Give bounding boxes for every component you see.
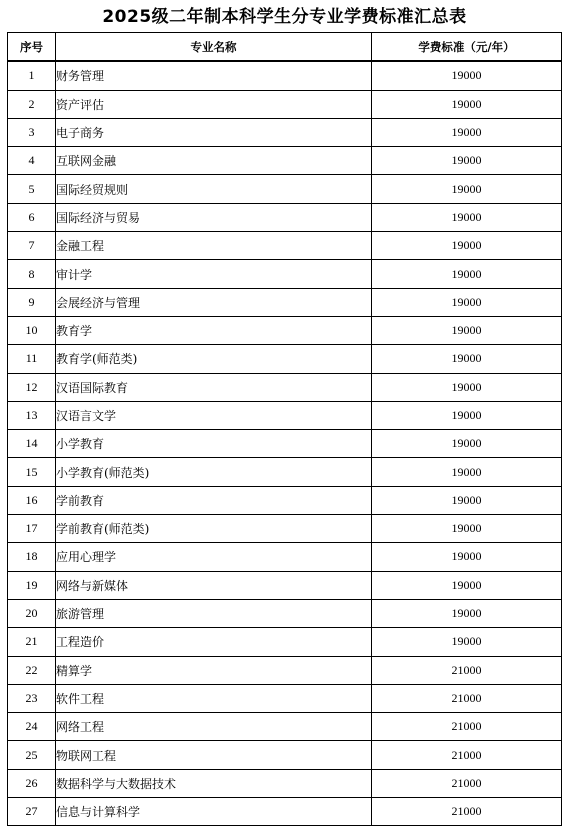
table-row: [8, 203, 562, 231]
table-row: [8, 401, 562, 429]
row-tuition-fee: 19000: [372, 232, 562, 260]
row-major-name: 应用心理学: [56, 543, 372, 571]
row-serial-number: 14: [8, 430, 56, 458]
row-serial-number: 12: [8, 373, 56, 401]
row-major-name: 审计学: [56, 260, 372, 288]
row-major-name: 汉语言文学: [56, 401, 372, 429]
table-row: [8, 90, 562, 118]
table-header-row: [8, 33, 562, 62]
table-body: [8, 61, 562, 826]
table-row: [8, 798, 562, 826]
row-serial-number: 5: [8, 175, 56, 203]
row-tuition-fee: 19000: [372, 61, 562, 90]
row-major-name: 信息与计算科学: [56, 798, 372, 826]
row-major-name: 财务管理: [56, 61, 372, 90]
row-major-name: 小学教育: [56, 430, 372, 458]
row-tuition-fee: 19000: [372, 345, 562, 373]
header-major-name: 专业名称: [56, 33, 372, 62]
table-row: [8, 486, 562, 514]
row-tuition-fee: 21000: [372, 769, 562, 797]
row-serial-number: 18: [8, 543, 56, 571]
row-serial-number: 9: [8, 288, 56, 316]
row-serial-number: 27: [8, 798, 56, 826]
table-row: [8, 515, 562, 543]
row-major-name: 国际经济与贸易: [56, 203, 372, 231]
table-row: [8, 543, 562, 571]
row-major-name: 小学教育(师范类): [56, 458, 372, 486]
row-tuition-fee: 19000: [372, 260, 562, 288]
row-tuition-fee: 19000: [372, 628, 562, 656]
row-tuition-fee: 19000: [372, 118, 562, 146]
table-row: [8, 741, 562, 769]
row-major-name: 电子商务: [56, 118, 372, 146]
table-row: [8, 147, 562, 175]
row-major-name: 学前教育: [56, 486, 372, 514]
row-major-name: 网络工程: [56, 713, 372, 741]
row-serial-number: 13: [8, 401, 56, 429]
table-row: [8, 175, 562, 203]
row-tuition-fee: 19000: [372, 458, 562, 486]
table-row: [8, 599, 562, 627]
header-tuition-fee: 学费标准（元/年）: [372, 33, 562, 62]
table-row: [8, 571, 562, 599]
row-serial-number: 21: [8, 628, 56, 656]
row-serial-number: 1: [8, 61, 56, 90]
table-row: [8, 769, 562, 797]
row-serial-number: 19: [8, 571, 56, 599]
row-tuition-fee: 19000: [372, 288, 562, 316]
row-major-name: 物联网工程: [56, 741, 372, 769]
table-row: [8, 713, 562, 741]
row-serial-number: 22: [8, 656, 56, 684]
row-tuition-fee: 21000: [372, 798, 562, 826]
row-tuition-fee: 19000: [372, 515, 562, 543]
tuition-table: [7, 32, 562, 826]
row-serial-number: 26: [8, 769, 56, 797]
row-serial-number: 15: [8, 458, 56, 486]
row-tuition-fee: 19000: [372, 543, 562, 571]
row-major-name: 网络与新媒体: [56, 571, 372, 599]
row-serial-number: 4: [8, 147, 56, 175]
row-tuition-fee: 19000: [372, 373, 562, 401]
row-major-name: 资产评估: [56, 90, 372, 118]
row-tuition-fee: 19000: [372, 316, 562, 344]
row-tuition-fee: 21000: [372, 741, 562, 769]
row-tuition-fee: 19000: [372, 571, 562, 599]
table-row: [8, 628, 562, 656]
row-tuition-fee: 21000: [372, 656, 562, 684]
row-major-name: 国际经贸规则: [56, 175, 372, 203]
row-serial-number: 16: [8, 486, 56, 514]
table-row: [8, 260, 562, 288]
row-serial-number: 8: [8, 260, 56, 288]
row-major-name: 教育学(师范类): [56, 345, 372, 373]
row-tuition-fee: 19000: [372, 599, 562, 627]
row-major-name: 旅游管理: [56, 599, 372, 627]
row-major-name: 工程造价: [56, 628, 372, 656]
row-serial-number: 7: [8, 232, 56, 260]
row-tuition-fee: 19000: [372, 203, 562, 231]
row-serial-number: 24: [8, 713, 56, 741]
row-major-name: 数据科学与大数据技术: [56, 769, 372, 797]
table-row: [8, 458, 562, 486]
table-row: [8, 118, 562, 146]
row-tuition-fee: 19000: [372, 401, 562, 429]
row-major-name: 教育学: [56, 316, 372, 344]
table-row: [8, 684, 562, 712]
row-major-name: 汉语国际教育: [56, 373, 372, 401]
row-major-name: 软件工程: [56, 684, 372, 712]
table-row: [8, 373, 562, 401]
row-major-name: 精算学: [56, 656, 372, 684]
row-tuition-fee: 21000: [372, 684, 562, 712]
table-row: [8, 656, 562, 684]
header-serial-number: 序号: [8, 33, 56, 62]
row-serial-number: 23: [8, 684, 56, 712]
row-serial-number: 10: [8, 316, 56, 344]
table-row: [8, 316, 562, 344]
row-tuition-fee: 19000: [372, 147, 562, 175]
row-major-name: 学前教育(师范类): [56, 515, 372, 543]
row-tuition-fee: 19000: [372, 90, 562, 118]
page-title: 2025级二年制本科学生分专业学费标准汇总表: [102, 7, 467, 27]
row-serial-number: 3: [8, 118, 56, 146]
row-serial-number: 2: [8, 90, 56, 118]
row-serial-number: 11: [8, 345, 56, 373]
table-row: [8, 288, 562, 316]
table-row: [8, 430, 562, 458]
row-tuition-fee: 19000: [372, 430, 562, 458]
row-tuition-fee: 21000: [372, 713, 562, 741]
table-row: [8, 232, 562, 260]
row-major-name: 金融工程: [56, 232, 372, 260]
row-tuition-fee: 19000: [372, 486, 562, 514]
row-serial-number: 20: [8, 599, 56, 627]
row-serial-number: 6: [8, 203, 56, 231]
row-serial-number: 25: [8, 741, 56, 769]
row-major-name: 互联网金融: [56, 147, 372, 175]
row-serial-number: 17: [8, 515, 56, 543]
row-major-name: 会展经济与管理: [56, 288, 372, 316]
table-row: [8, 345, 562, 373]
table-row: [8, 61, 562, 90]
row-tuition-fee: 19000: [372, 175, 562, 203]
